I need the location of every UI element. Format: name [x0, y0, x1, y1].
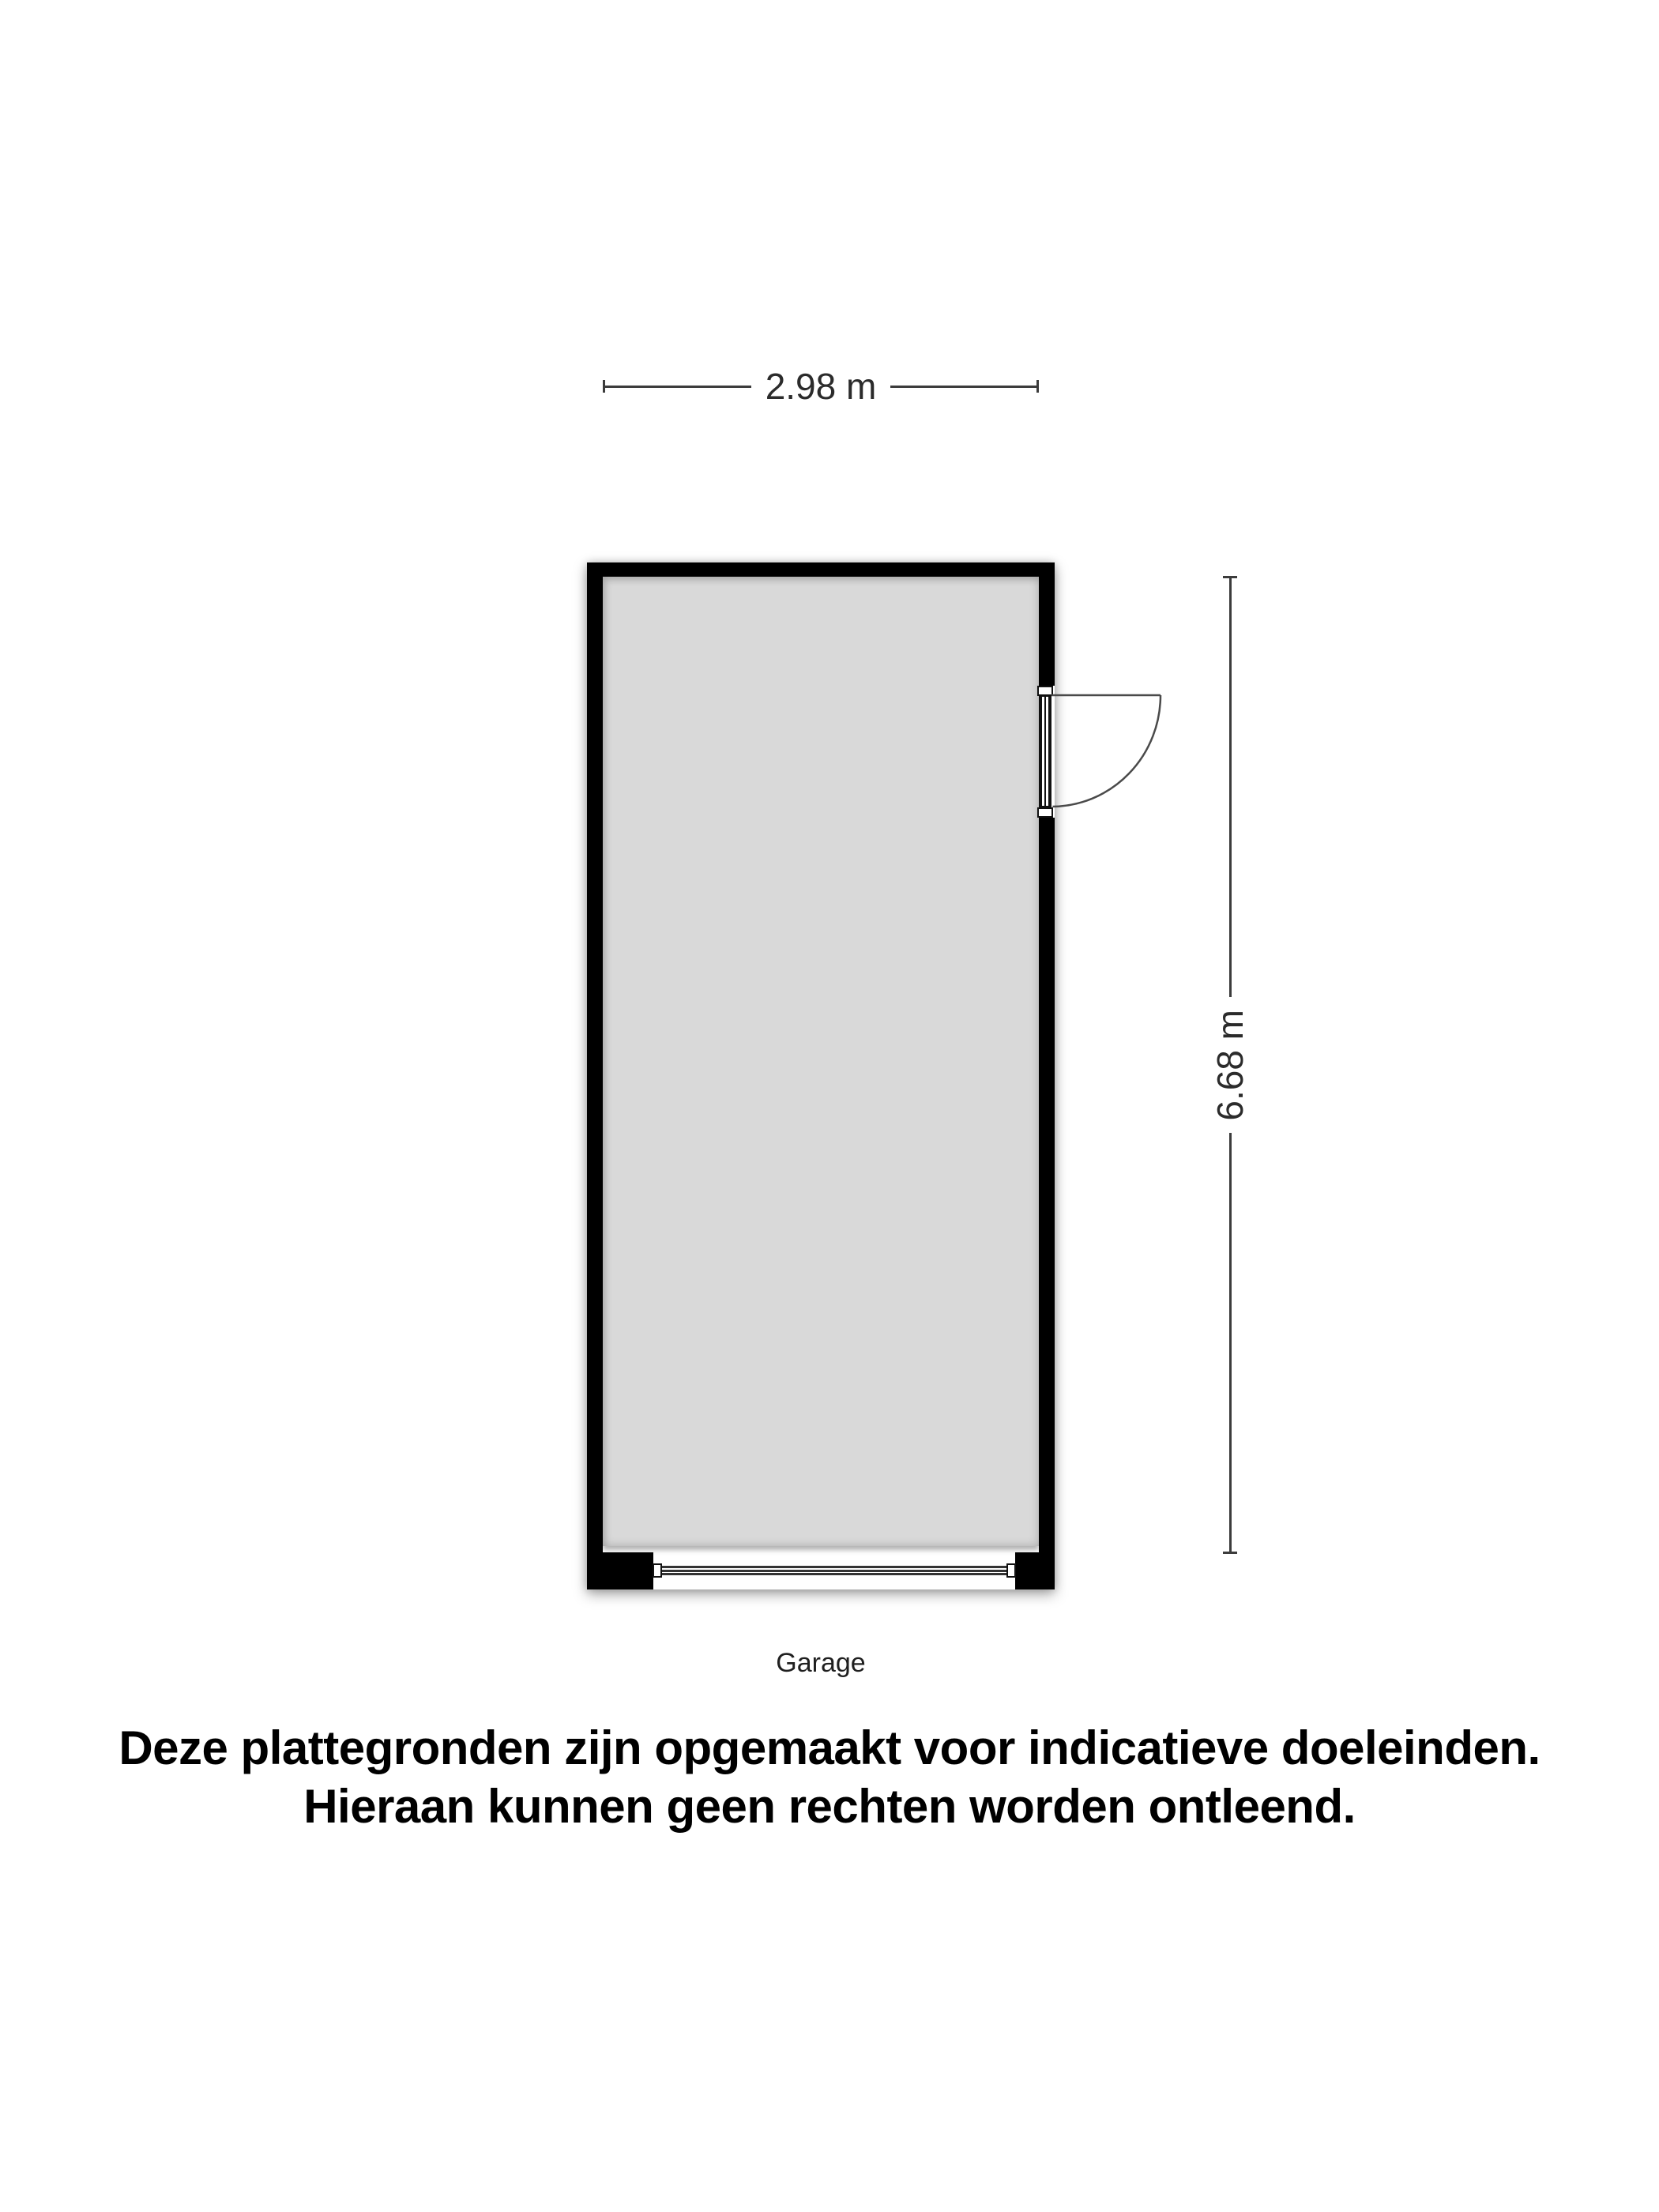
width-dimension — [603, 366, 1039, 407]
garage-door-bar — [660, 1566, 1009, 1575]
wall-left — [587, 562, 603, 1589]
wall-top — [587, 562, 1055, 577]
door-panel — [1039, 695, 1051, 807]
dimension-line — [605, 386, 751, 388]
garage-door-bar-midline — [660, 1570, 1009, 1572]
wall-right-upper — [1039, 562, 1055, 686]
wall-corner-bottom-right — [1015, 1552, 1055, 1589]
dimension-line — [1229, 1133, 1232, 1552]
garage-door-endcap-right — [1006, 1563, 1016, 1578]
dimension-tick — [1036, 380, 1039, 393]
disclaimer-text — [0, 1719, 1659, 1836]
height-dimension-label: 6.68 m — [1209, 1009, 1251, 1121]
wall-right-lower — [1039, 818, 1055, 1589]
door-jamb-bottom — [1037, 807, 1053, 818]
dimension-tick — [1223, 1552, 1237, 1554]
dimension-line — [890, 386, 1036, 388]
door-swing-arc — [1051, 694, 1167, 812]
garage-door-endcap-left — [653, 1563, 662, 1578]
room-label: Garage — [776, 1648, 866, 1678]
wall-corner-bottom-left — [587, 1552, 653, 1589]
garage-door — [653, 1566, 1015, 1575]
garage-floorplan — [587, 562, 1055, 1678]
dimension-line — [1229, 578, 1232, 997]
garage-floor — [603, 577, 1039, 1546]
width-dimension-label: 2.98 m — [765, 366, 877, 407]
disclaimer-line-1: Deze plattegronden zijn opgemaakt voor indicatieve doeleinden. — [118, 1721, 1540, 1774]
disclaimer-line-2: Hieraan kunnen geen rechten worden ontleend. — [303, 1780, 1356, 1833]
height-dimension — [1209, 576, 1251, 1554]
